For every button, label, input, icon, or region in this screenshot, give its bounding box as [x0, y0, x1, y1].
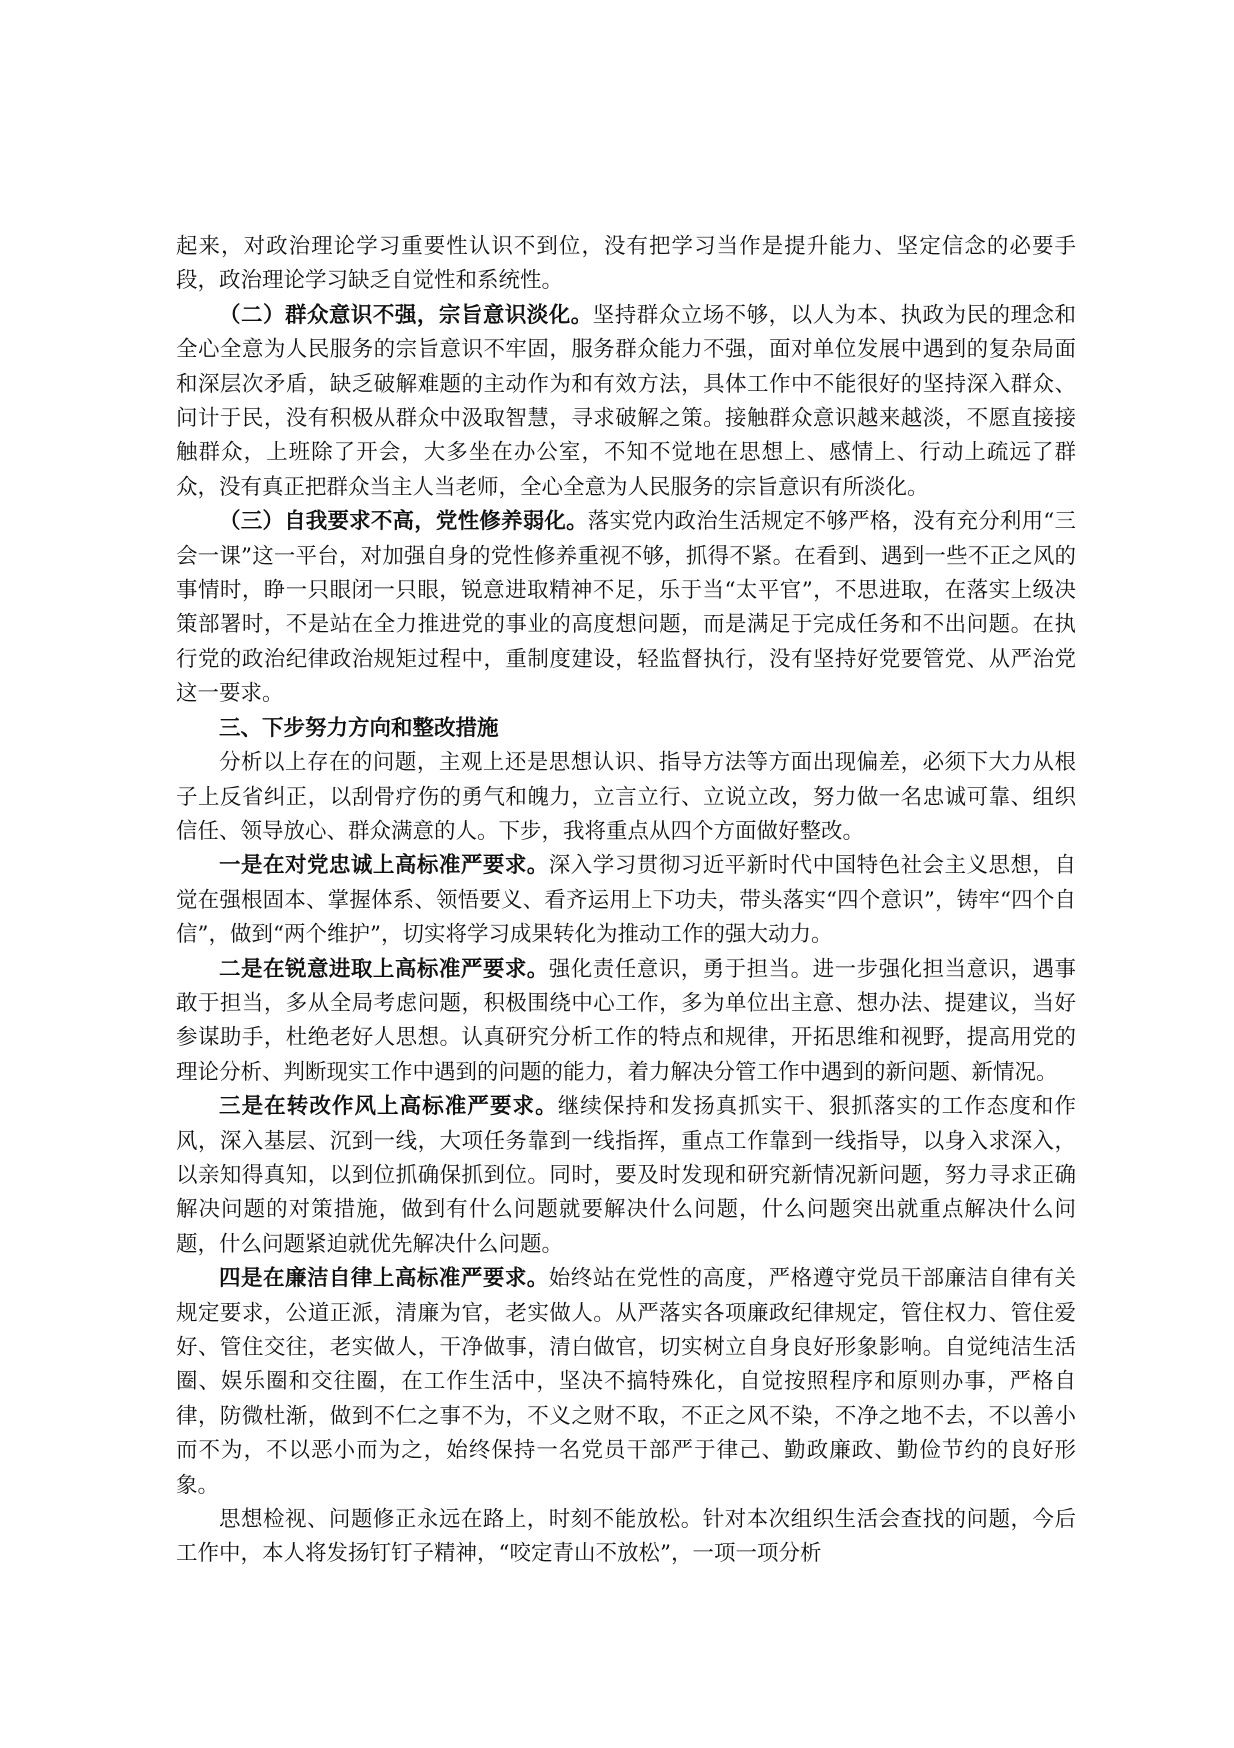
paragraph-text: 始终站在党性的高度，严格遵守党员干部廉洁自律有关规定要求，公道正派，清廉为官，老实做人。从严落实各项廉政纪律规定，管住权力、管住爱好、管住交往，老实做人，干净做事，清白做官，切实树立自身良好形象影响。自觉纯洁生活圈、娱乐圈和交往圈，在工作生活中，坚决不搞特殊化，自觉按照程序和原则办事，严格自律，防微杜渐，做到不仁之事不为，不义之财不取，不正之风不染，不净之地不去，不以善小而不为，不以恶小而为之，始终保持一名党员干部严于律己、勤政廉政、勤俭节约的良好形象。 [176, 1266, 1076, 1498]
paragraph-text: 坚持群众立场不够，以人为本、执政为民的理念和全心全意为人民服务的宗旨意识不牢固，服务群众能力不强，面对单位发展中遇到的复杂局面和深层次矛盾，缺乏破解难题的主动作为和有效方法，具体工作中不能很好的坚持深入群众、问计于民，没有积极从群众中汲取智慧，寻求破解之策。接触群众意识越来越淡，不愿直接接触群众，上班除了开会，大多坐在办公室，不知不觉地在思想上、感情上、行动上疏远了群众，没有真正把群众当主人当老师，全心全意为人民服务的宗旨意识有所淡化。 [176, 302, 1076, 500]
paragraph-text: 深入学习贯彻习近平新时代中国特色社会主义思想，自觉在强根固本、掌握体系、领悟要义、看齐运用上下功夫，带头落实“四个意识”，铸牢“四个自信”，做到“两个维护”，切实将学习成果转化为推动工作的强大动力。 [176, 853, 1076, 948]
document-body [176, 230, 1076, 1572]
paragraph-mass-awareness [176, 299, 1076, 505]
paragraph-closing: 思想检视、问题修正永远在路上，时刻不能放松。针对本次组织生活会查找的问题，今后工作中，本人将发扬钉钉子精神，“咬定青山不放松”，一项一项分析 [176, 1507, 1076, 1567]
paragraph-lead: 四是在廉洁自律上高标准严要求。 [219, 1266, 549, 1292]
paragraph-text: 落实党内政治生活规定不够严格，没有充分利用“三会一课”这一平台，对加强自身的党性修养重视不够，抓得不紧。在看到、遇到一些不正之风的事情时，睁一只眼闭一只眼，锐意进取精神不足，乐于当“太平官”，不思进取，在落实上级决策部署时，不是站在全力推进党的事业的高度想问题，而是满足于完成任务和不出问题。在执行党的政治纪律政治规矩过程中，重制度建设，轻监督执行，没有坚持好党要管党、从严治党这一要求。 [176, 509, 1076, 707]
paragraph-lead: 三是在转改作风上高标准严要求。 [219, 1094, 558, 1120]
section-heading: 三、下步努力方向和整改措施 [219, 715, 499, 741]
paragraph-lead: 二是在锐意进取上高标准严要求。 [219, 956, 549, 982]
paragraph-continuation: 起来，对政治理论学习重要性认识不到位，没有把学习当作是提升能力、坚定信念的必要手段，政治理论学习缺乏自觉性和系统性。 [176, 234, 1076, 294]
paragraph-lead: （二）群众意识不强，宗旨意识淡化。 [219, 302, 593, 328]
paragraph-analysis: 分析以上存在的问题，主观上还是思想认识、指导方法等方面出现偏差，必须下大力从根子上反省纠正，以刮骨疗伤的勇气和魄力，立言立行、立说立改，努力做一名忠诚可靠、组织信任、领导放心、群众满意的人。下步，我将重点从四个方面做好整改。 [176, 750, 1076, 844]
paragraph-work-style [176, 1090, 1076, 1262]
paragraph-lead: 一是在对党忠诚上高标准严要求。 [219, 853, 549, 879]
paragraph-integrity [176, 1262, 1076, 1503]
paragraph-enterprising [176, 953, 1076, 1091]
paragraph-loyalty [176, 849, 1076, 952]
paragraph-text: 继续保持和发扬真抓实干、狠抓落实的工作态度和作风，深入基层、沉到一线，大项任务靠到一线指挥，重点工作靠到一线指导，以身入求深入，以亲知得真知，以到位抓确保抓到位。同时，要及时发现和研究新情况新问题，努力寻求正确解决问题的对策措施，做到有什么问题就要解决什么问题，什么问题突出就重点解决什么问题，什么问题紧迫就优先解决什么问题。 [176, 1094, 1076, 1257]
paragraph-lead: （三）自我要求不高，党性修养弱化。 [219, 509, 588, 535]
paragraph-text: 强化责任意识，勇于担当。进一步强化担当意识，遇事敢于担当，多从全局考虑问题，积极围绕中心工作，多为单位出主意、想办法、提建议，当好参谋助手，杜绝老好人思想。认真研究分析工作的特点和规律，开拓思维和视野，提高用党的理论分析、判断现实工作中遇到的问题的能力，着力解决分管工作中遇到的新问题、新情况。 [176, 956, 1076, 1085]
paragraph-self-requirement [176, 505, 1076, 711]
